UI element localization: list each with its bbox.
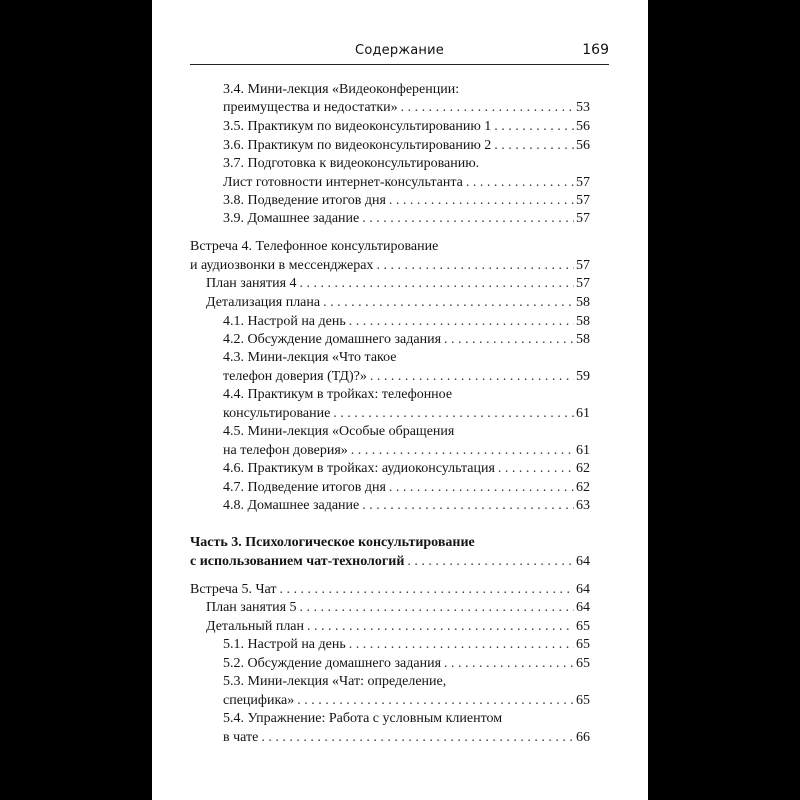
toc-entry: специфика» . . . 65 [223, 692, 590, 710]
toc-entry: Детальный план . . . 65 [206, 618, 590, 636]
toc-entry: 5.1. Настрой на день . . . 65 [223, 636, 590, 654]
running-header [190, 40, 609, 65]
toc-entry: Лист готовности интернет-консультанта . . . 57 [223, 174, 590, 192]
toc-entry: 3.4. Мини-лекция «Видеоконференции: [223, 82, 460, 97]
toc-entry: План занятия 5 . . . 64 [206, 599, 590, 617]
toc-entry: 5.3. Мини-лекция «Чат: определение, [223, 674, 447, 689]
toc-entry: 5.2. Обсуждение домашнего задания . . . 65 [223, 655, 590, 673]
toc-entry: Встреча 4. Телефонное консультирование [190, 239, 439, 254]
toc-entry: 4.2. Обсуждение домашнего задания . . . 58 [223, 331, 590, 349]
toc-entry: 3.5. Практикум по видеоконсультированию 1 . . . 56 [223, 118, 590, 136]
page-number: 169 [582, 42, 609, 58]
toc-entry: 4.1. Настрой на день . . . 58 [223, 313, 590, 331]
toc-part-heading: с использованием чат-технологий . . . 64 [190, 553, 590, 571]
header-title: Содержание [355, 43, 444, 58]
toc-entry: 4.3. Мини-лекция «Что такое [223, 350, 397, 365]
toc-entry: План занятия 4 . . . 57 [206, 275, 590, 293]
toc-entry: 4.5. Мини-лекция «Особые обращения [223, 424, 455, 439]
toc-entry: 3.7. Подготовка к видеоконсультированию. [223, 156, 480, 171]
toc-entry: 4.7. Подведение итогов дня . . . 62 [223, 479, 590, 497]
toc-entry: на телефон доверия» . . . 61 [223, 442, 590, 460]
toc-part-heading: Часть 3. Психологическое консультирование [190, 535, 475, 550]
toc-entry: 5.4. Упражнение: Работа с условным клиентом [223, 711, 503, 726]
toc-entry: телефон доверия (ТД)?» . . . 59 [223, 368, 590, 386]
toc-entry: 4.6. Практикум в тройках: аудиоконсультация . . . 62 [223, 460, 590, 478]
toc-entry: Встреча 5. Чат . . . 64 [190, 581, 590, 599]
book-page [152, 0, 648, 800]
toc-entry: 3.6. Практикум по видеоконсультированию 2 . . . 56 [223, 137, 590, 155]
toc-entry: 4.4. Практикум в тройках: телефонное [223, 387, 453, 402]
toc-entry: консультирование . . . 61 [223, 405, 590, 423]
toc-entry: Детализация плана . . . 58 [206, 294, 590, 312]
toc-entry: 3.8. Подведение итогов дня . . . 57 [223, 192, 590, 210]
toc-entry: и аудиозвонки в мессенджерах . . . 57 [190, 257, 590, 275]
toc-entry: преимущества и недостатки» . . . 53 [223, 99, 590, 117]
toc-entry: 3.9. Домашнее задание . . . 57 [223, 210, 590, 228]
toc-entry: в чате . . . 66 [223, 729, 590, 747]
toc-entry: 4.8. Домашнее задание . . . 63 [223, 497, 590, 515]
